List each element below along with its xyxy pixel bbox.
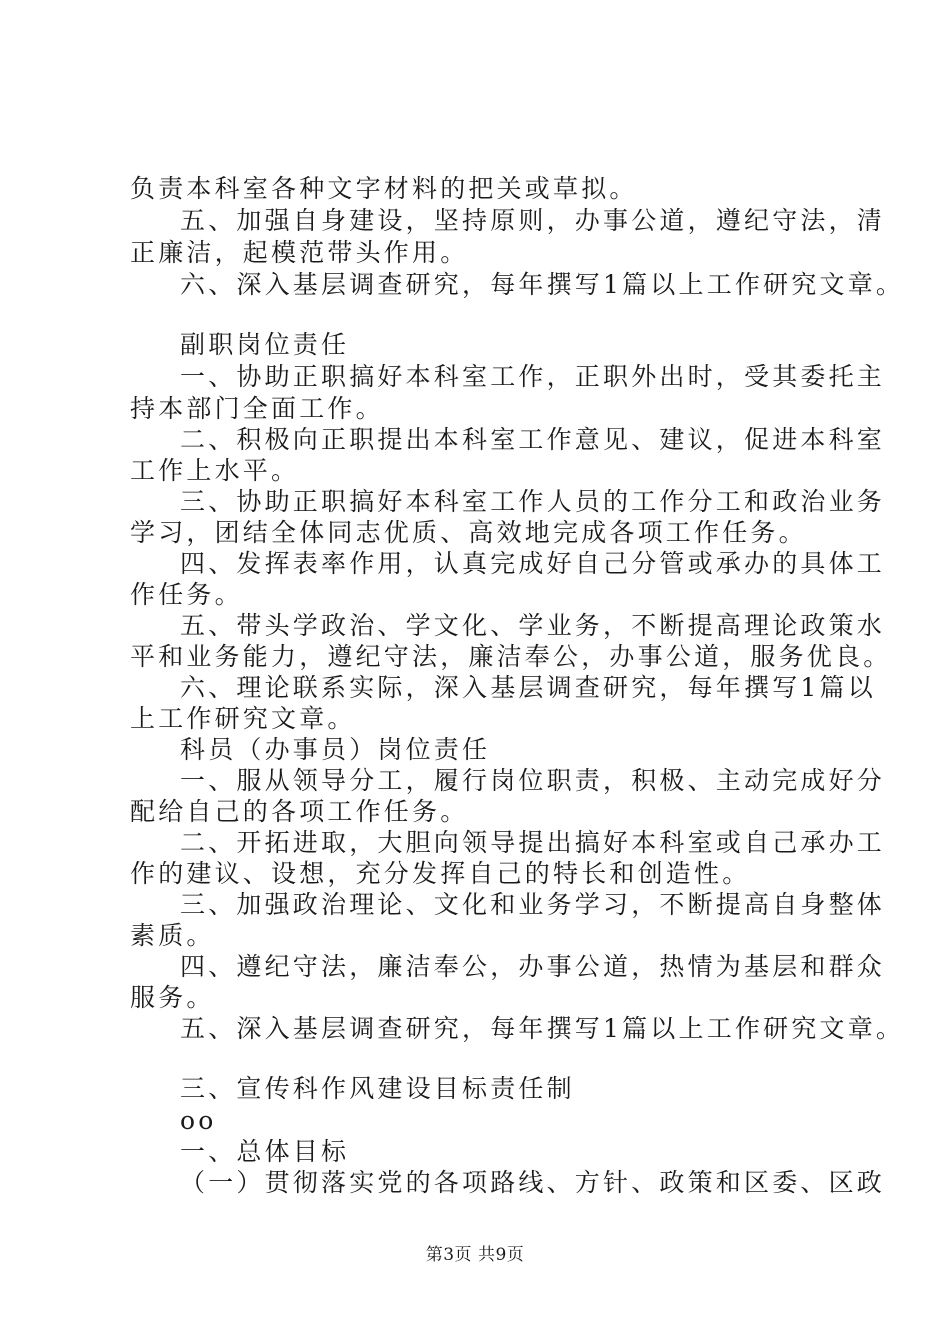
text-line: 平和业务能力，遵纪守法，廉洁奉公，办事公道，服务优良。 bbox=[130, 642, 892, 671]
text-line: 五、深入基层调查研究，每年撰写1篇以上工作研究文章。 bbox=[180, 1014, 905, 1043]
text-line: 三、加强政治理论、文化和业务学习，不断提高自身整体 bbox=[180, 890, 886, 919]
text-line: 服务。 bbox=[130, 983, 215, 1012]
text-line: 五、带头学政治、学文化、学业务，不断提高理论政策水 bbox=[180, 611, 886, 640]
page-number-footer: 第3页 共9页 bbox=[425, 1245, 525, 1265]
text-line: 二、开拓进取，大胆向领导提出搞好本科室或自己承办工 bbox=[180, 828, 886, 857]
section-heading: 三、宣传科作风建设目标责任制 bbox=[180, 1074, 575, 1103]
text-line: 三、协助正职搞好本科室工作人员的工作分工和政治业务 bbox=[180, 487, 886, 516]
text-line: 五、加强自身建设，坚持原则，办事公道，遵纪守法，清 bbox=[180, 206, 886, 235]
text-line: 作的建议、设想，充分发挥自己的特长和创造性。 bbox=[130, 859, 751, 888]
text-line: 六、理论联系实际，深入基层调查研究，每年撰写1篇以 bbox=[180, 673, 876, 702]
text-line: 正廉洁，起模范带头作用。 bbox=[130, 238, 469, 267]
text-line: 负责本科室各种文字材料的把关或草拟。 bbox=[130, 174, 638, 203]
text-line: 一、总体目标 bbox=[180, 1137, 350, 1166]
text-line: 工作上水平。 bbox=[130, 456, 300, 485]
text-line: 六、深入基层调查研究，每年撰写1篇以上工作研究文章。 bbox=[180, 270, 905, 299]
text-line: 作任务。 bbox=[130, 580, 243, 609]
text-line: 配给自己的各项工作任务。 bbox=[130, 797, 469, 826]
section-heading: 副职岗位责任 bbox=[180, 330, 350, 359]
text-line: 上工作研究文章。 bbox=[130, 704, 356, 733]
text-line: （一）贯彻落实党的各项路线、方针、政策和区委、区政 bbox=[180, 1168, 886, 1197]
text-line: 一、协助正职搞好本科室工作，正职外出时，受其委托主 bbox=[180, 362, 886, 391]
text-line: 素质。 bbox=[130, 921, 215, 950]
text-line: oo bbox=[180, 1106, 217, 1135]
text-line: 学习，团结全体同志优质、高效地完成各项工作任务。 bbox=[130, 518, 807, 547]
text-line: 四、发挥表率作用，认真完成好自己分管或承办的具体工 bbox=[180, 549, 886, 578]
text-line: 二、积极向正职提出本科室工作意见、建议，促进本科室 bbox=[180, 425, 886, 454]
text-line: 四、遵纪守法，廉洁奉公，办事公道，热情为基层和群众 bbox=[180, 952, 886, 981]
text-line: 持本部门全面工作。 bbox=[130, 394, 384, 423]
section-heading: 科员（办事员）岗位责任 bbox=[180, 735, 491, 764]
text-line: 一、服从领导分工，履行岗位职责，积极、主动完成好分 bbox=[180, 766, 886, 795]
